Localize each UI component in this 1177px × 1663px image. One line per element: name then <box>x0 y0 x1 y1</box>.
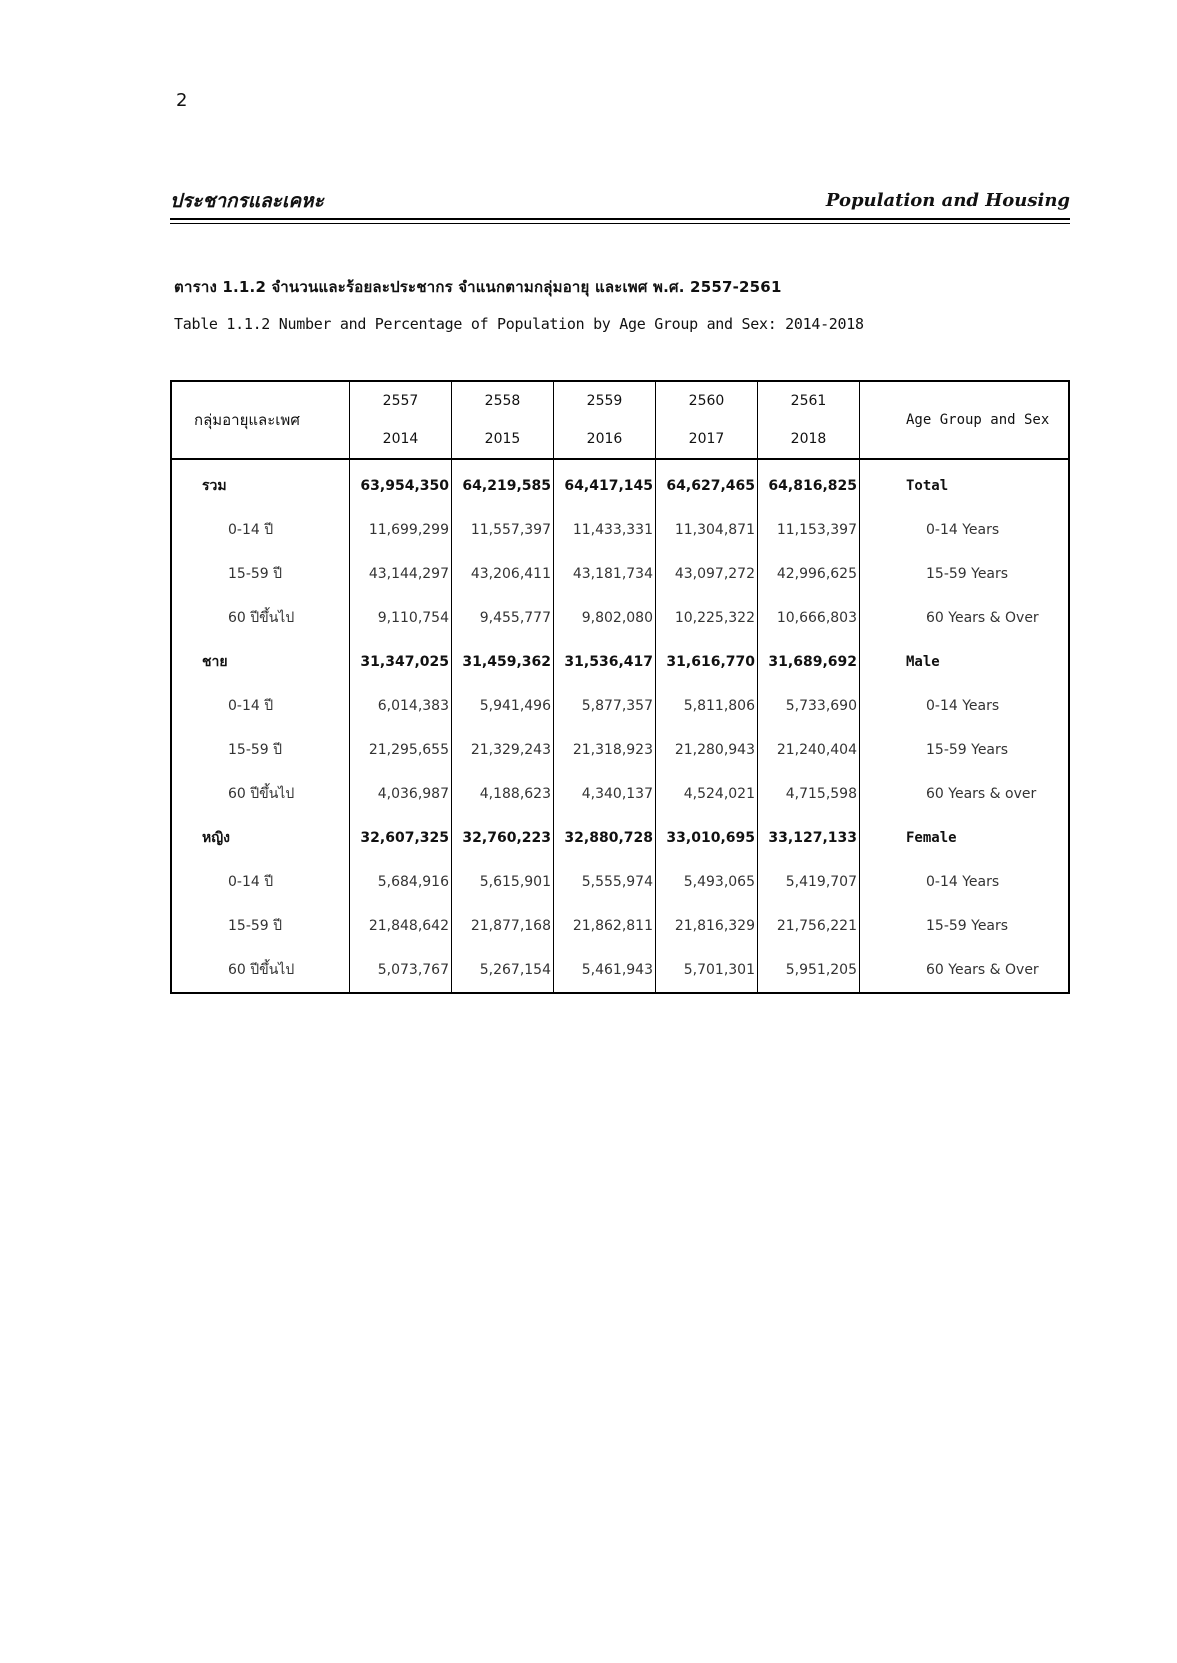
table-cell: 64,816,825 <box>758 459 860 508</box>
row-label-thai: 15-59 ปี <box>228 566 283 582</box>
table-cell: 9,110,754 <box>350 596 452 640</box>
row-label-english: 0-14 Years <box>860 508 1070 552</box>
header-rule-thin <box>170 223 1070 224</box>
table-caption-english: Table 1.1.2 Number and Percentage of Population by Age Group and Sex: 2014-2018 <box>174 315 864 333</box>
table-cell: 64,417,145 <box>554 459 656 508</box>
table-cell: 21,877,168 <box>452 904 554 948</box>
row-label-thai: 0-14 ปี <box>228 522 274 538</box>
row-label-thai: 0-14 ปี <box>228 874 274 890</box>
table-cell: 43,181,734 <box>554 552 656 596</box>
row-label-english: 15-59 Years <box>860 728 1070 772</box>
year-be: 2561 <box>790 393 827 409</box>
row-label-english: 0-14 Years <box>860 860 1070 904</box>
table-cell: 21,280,943 <box>656 728 758 772</box>
table-cell: 11,433,331 <box>554 508 656 552</box>
table-cell: 43,206,411 <box>452 552 554 596</box>
row-label-thai: 60 ปีขึ้นไป <box>228 786 295 802</box>
table-cell: 33,127,133 <box>758 816 860 860</box>
table-cell: 9,802,080 <box>554 596 656 640</box>
table-cell: 21,848,642 <box>350 904 452 948</box>
table-cell: 10,225,322 <box>656 596 758 640</box>
header-year-col-3 <box>554 381 656 459</box>
row-label-english: Female <box>860 816 1070 860</box>
header-label-thai: กลุ่มอายุและเพศ <box>171 381 350 459</box>
table-cell: 5,073,767 <box>350 948 452 993</box>
table-cell: 21,756,221 <box>758 904 860 948</box>
row-label-thai: รวม <box>202 478 227 494</box>
year-ce: 2015 <box>484 431 521 447</box>
table-cell: 5,615,901 <box>452 860 554 904</box>
table-cell: 32,607,325 <box>350 816 452 860</box>
row-label-thai: 15-59 ปี <box>228 918 283 934</box>
row-label-english: 15-59 Years <box>860 552 1070 596</box>
table-cell: 21,240,404 <box>758 728 860 772</box>
table-row-female <box>171 816 1069 860</box>
table-cell: 43,144,297 <box>350 552 452 596</box>
year-ce: 2017 <box>688 431 725 447</box>
row-label-english: 0-14 Years <box>860 684 1070 728</box>
population-table <box>170 380 1070 994</box>
table-cell: 11,557,397 <box>452 508 554 552</box>
table-cell: 4,036,987 <box>350 772 452 816</box>
table-cell: 5,419,707 <box>758 860 860 904</box>
table-cell: 5,461,943 <box>554 948 656 993</box>
table-cell: 21,329,243 <box>452 728 554 772</box>
table-cell: 21,862,811 <box>554 904 656 948</box>
table-cell: 9,455,777 <box>452 596 554 640</box>
table-cell: 21,318,923 <box>554 728 656 772</box>
table-cell: 31,536,417 <box>554 640 656 684</box>
row-label-english: Male <box>860 640 1070 684</box>
table-row-male <box>171 640 1069 684</box>
table-row <box>171 948 1069 993</box>
table-row <box>171 596 1069 640</box>
table-row <box>171 728 1069 772</box>
table-cell: 5,701,301 <box>656 948 758 993</box>
row-label-thai: หญิง <box>202 830 230 846</box>
table-cell: 10,666,803 <box>758 596 860 640</box>
table-cell: 11,304,871 <box>656 508 758 552</box>
row-label-thai: 60 ปีขึ้นไป <box>228 610 295 626</box>
header-year-col-5 <box>758 381 860 459</box>
header-year-col-4 <box>656 381 758 459</box>
table-cell: 11,153,397 <box>758 508 860 552</box>
year-be: 2557 <box>382 393 419 409</box>
table-caption-thai: ตาราง 1.1.2 จำนวนและร้อยละประชากร จำแนกตามกลุ่มอายุ และเพศ พ.ศ. 2557-2561 <box>174 278 782 296</box>
row-label-thai: 0-14 ปี <box>228 698 274 714</box>
table-cell: 6,014,383 <box>350 684 452 728</box>
row-label-english: Total <box>860 459 1070 508</box>
row-label-english: 60 Years & Over <box>860 596 1070 640</box>
running-header <box>170 186 1070 226</box>
table-cell: 31,616,770 <box>656 640 758 684</box>
table-cell: 4,524,021 <box>656 772 758 816</box>
table-cell: 31,689,692 <box>758 640 860 684</box>
row-label-english: 15-59 Years <box>860 904 1070 948</box>
table-cell: 43,097,272 <box>656 552 758 596</box>
header-year-col-1 <box>350 381 452 459</box>
header-title-thai: ประชากรและเคหะ <box>170 190 324 212</box>
row-label-english: 60 Years & Over <box>860 948 1070 993</box>
table-cell: 32,760,223 <box>452 816 554 860</box>
table-cell: 4,715,598 <box>758 772 860 816</box>
year-be: 2558 <box>484 393 521 409</box>
table-row <box>171 552 1069 596</box>
page-number: 2 <box>176 90 188 111</box>
header-label-english: Age Group and Sex <box>860 381 1070 459</box>
table-cell: 5,493,065 <box>656 860 758 904</box>
table-row <box>171 508 1069 552</box>
table-cell: 64,627,465 <box>656 459 758 508</box>
table-cell: 5,733,690 <box>758 684 860 728</box>
table-cell: 21,816,329 <box>656 904 758 948</box>
table-cell: 5,267,154 <box>452 948 554 993</box>
header-title-english: Population and Housing <box>825 190 1070 211</box>
table-row-total <box>171 459 1069 508</box>
table-cell: 21,295,655 <box>350 728 452 772</box>
row-label-thai: ชาย <box>202 654 228 670</box>
table-cell: 42,996,625 <box>758 552 860 596</box>
table-row <box>171 904 1069 948</box>
table-cell: 4,340,137 <box>554 772 656 816</box>
table-row <box>171 684 1069 728</box>
table-cell: 31,459,362 <box>452 640 554 684</box>
table-cell: 63,954,350 <box>350 459 452 508</box>
row-label-thai: 15-59 ปี <box>228 742 283 758</box>
table-header-row <box>171 381 1069 459</box>
table-cell: 5,941,496 <box>452 684 554 728</box>
year-ce: 2014 <box>382 431 419 447</box>
table-cell: 32,880,728 <box>554 816 656 860</box>
year-be: 2560 <box>688 393 725 409</box>
table-cell: 31,347,025 <box>350 640 452 684</box>
table-cell: 64,219,585 <box>452 459 554 508</box>
header-year-col-2 <box>452 381 554 459</box>
table-cell: 4,188,623 <box>452 772 554 816</box>
table-cell: 11,699,299 <box>350 508 452 552</box>
table-row <box>171 860 1069 904</box>
table-cell: 5,684,916 <box>350 860 452 904</box>
table-cell: 33,010,695 <box>656 816 758 860</box>
row-label-english: 60 Years & over <box>860 772 1070 816</box>
header-rule-thick <box>170 218 1070 220</box>
table-cell: 5,877,357 <box>554 684 656 728</box>
year-ce: 2016 <box>586 431 623 447</box>
table-cell: 5,951,205 <box>758 948 860 993</box>
year-be: 2559 <box>586 393 623 409</box>
table-row <box>171 772 1069 816</box>
table-cell: 5,555,974 <box>554 860 656 904</box>
row-label-thai: 60 ปีขึ้นไป <box>228 962 295 978</box>
table-cell: 5,811,806 <box>656 684 758 728</box>
year-ce: 2018 <box>790 431 827 447</box>
